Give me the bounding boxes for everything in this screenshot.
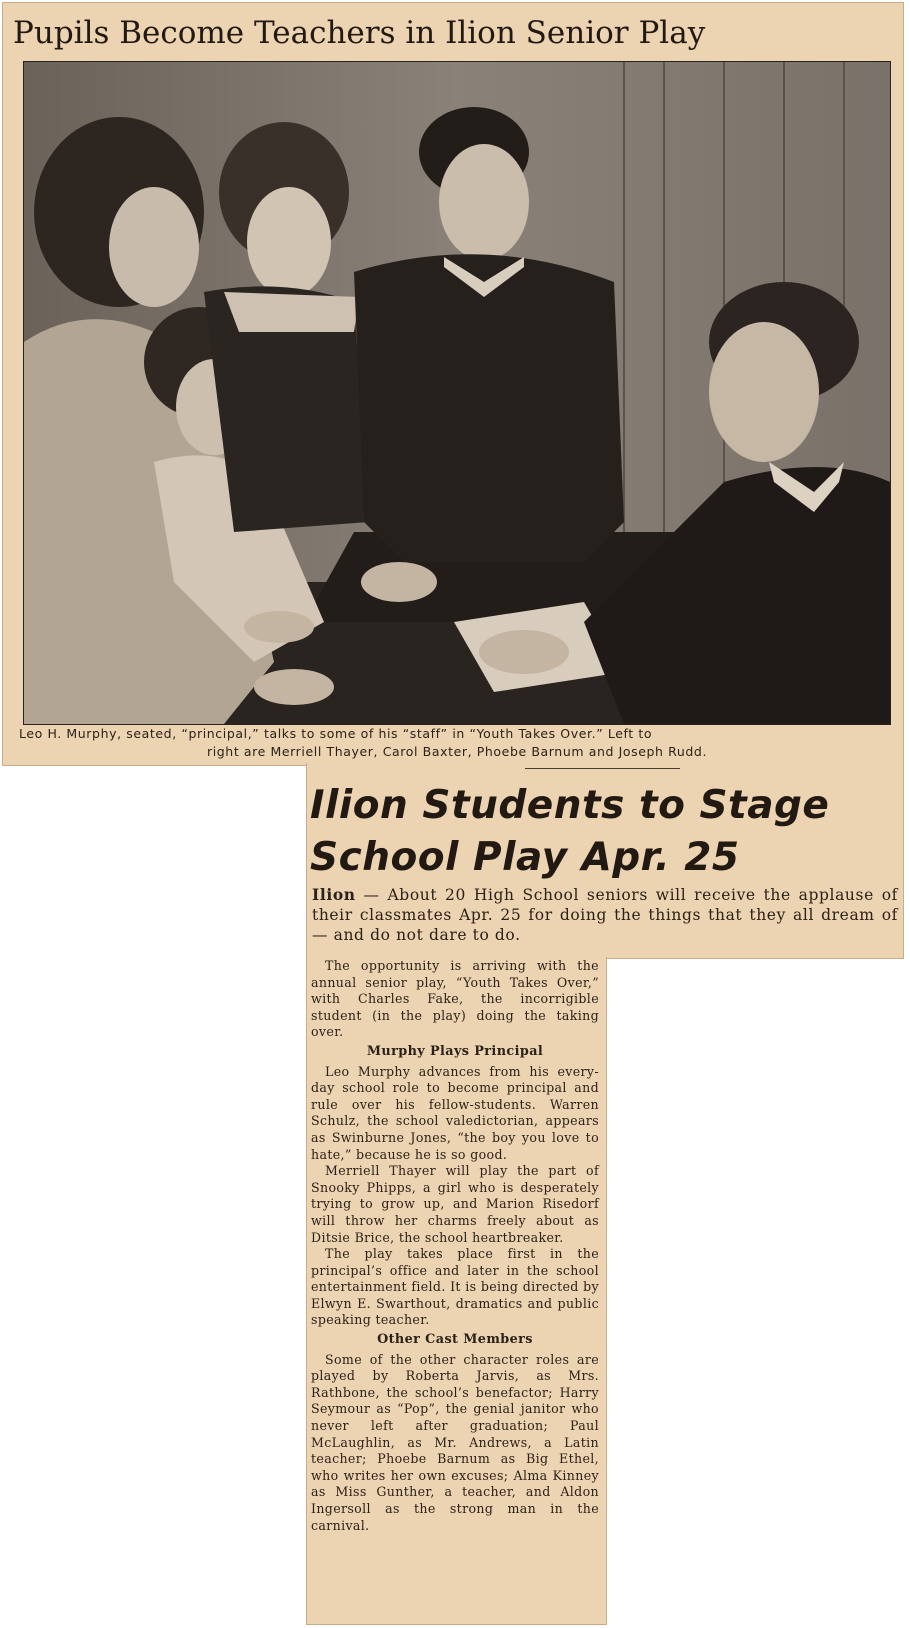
divider-rule bbox=[525, 768, 680, 769]
person-center-girl bbox=[204, 122, 369, 532]
photo-illustration bbox=[24, 62, 890, 724]
photo-clipping bbox=[2, 2, 904, 766]
paragraph: The opportunity is arriving with the annual senior play, “Youth Takes Over,” with Charles Fake, the incorrigible student (in the play) doing the taking over. bbox=[311, 958, 599, 1040]
caption-line-2: right are Merriell Thayer, Carol Baxter, Phoebe Barnum and Joseph Rudd. bbox=[206, 744, 708, 759]
lead-text: — About 20 High School seniors will receive the applause of their classmates Apr. 25 for doing the things that they all dream of — and do not dare to do. bbox=[312, 886, 898, 944]
article-headline bbox=[310, 780, 890, 884]
paragraph: Some of the other character roles are played by Roberta Jarvis, as Mrs. Rathbone, the school’s benefactor; Harry Seymour as “Pop”, the genial janitor who never left after graduation; Paul McLaughlin, as Mr. Andrews, a Latin teacher; Phoebe Barnum as Big Ethel, who writes her own excuses; Alma Kinney as Miss Gunther, a teacher, and Aldon Ingersoll as the strong man in the carnival. bbox=[311, 1351, 599, 1533]
paragraph: Leo Murphy advances from his every-day school role to become principal and rule over his fellow-students. Warren Schulz, the school valedictorian, appears as Swinburne Jones, “the boy you love to hate,” because he is so good. bbox=[311, 1063, 599, 1162]
photo-caption bbox=[19, 725, 895, 761]
news-photo bbox=[23, 61, 891, 725]
dateline: Ilion bbox=[312, 885, 356, 904]
subhead-murphy: Murphy Plays Principal bbox=[366, 1043, 544, 1059]
paragraph: The play takes place first in the principal’s office and later in the school entertainment field. It is being directed by Elwyn E. Swarthout, dramatics and public speaking teacher. bbox=[311, 1246, 599, 1328]
caption-line-1: Leo H. Murphy, seated, “principal,” talks to some of his “staff” in “Youth Takes Over.” Left to bbox=[19, 726, 653, 741]
subhead-cast: Other Cast Members bbox=[377, 1332, 533, 1348]
article-body bbox=[311, 958, 599, 1534]
headline-line-2: School Play Apr. 25 bbox=[310, 835, 740, 880]
paragraph: Merriell Thayer will play the part of Snooky Phipps, a girl who is desperately trying to grow up, and Marion Risedorf will throw her charms freely about as Ditsie Brice, the school heartbreaker. bbox=[311, 1163, 599, 1245]
banner-headline: Pupils Become Teachers in Ilion Senior Play bbox=[13, 15, 706, 51]
article-lead bbox=[312, 885, 898, 945]
headline-line-1: Ilion Students to Stage bbox=[310, 783, 830, 828]
